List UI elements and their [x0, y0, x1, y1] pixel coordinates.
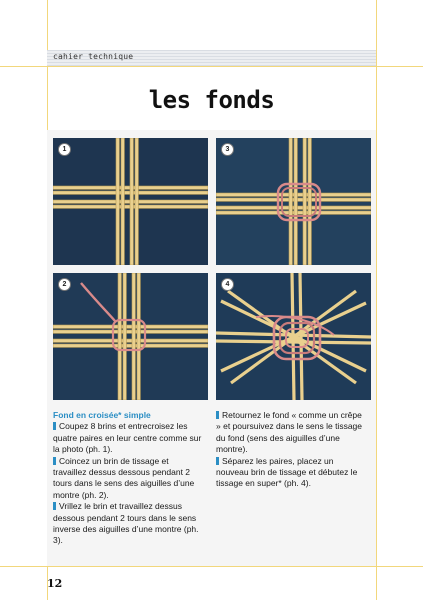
photo-2 — [53, 273, 208, 400]
bullet-marker — [53, 502, 56, 510]
instruction-step: Retournez le fond « comme un crêpe » et poursuivez dans le sens le tissage du fond (sens des aiguilles d’une montre). — [216, 410, 363, 455]
section-label: cahier technique — [53, 52, 134, 61]
bullet-marker — [53, 457, 56, 465]
cane-cross-illustration — [216, 273, 371, 400]
section-subtitle: Fond en croisée* simple — [53, 410, 151, 420]
cane-cross-illustration — [53, 138, 208, 265]
instructions-right-column — [216, 410, 366, 490]
guide-line — [0, 566, 423, 567]
section-header-strip — [47, 50, 376, 66]
instruction-step: Coincez un brin de tissage et travaillez dessus dessous pendant 2 tours dans le sens des aiguilles d’une montre (ph. 2). — [53, 455, 195, 500]
cane-cross-illustration — [53, 273, 208, 400]
page-title: les fonds — [148, 86, 275, 114]
cane-cross-illustration — [216, 138, 371, 265]
step-number-badge: 4 — [221, 278, 234, 291]
instruction-step: Vrillez le brin et travaillez dessus dessous pendant 2 tours dans le sens inverse des aiguilles d’une montre (ph. 3). — [53, 501, 199, 546]
bullet-marker — [216, 411, 219, 419]
photo-1 — [53, 138, 208, 265]
photo-4 — [216, 273, 371, 400]
bullet-marker — [216, 457, 219, 465]
instructions-left-column — [53, 410, 203, 547]
step-number-badge: 1 — [58, 143, 71, 156]
bullet-marker — [53, 422, 56, 430]
guide-line — [0, 66, 423, 67]
step-number-badge: 2 — [58, 278, 71, 291]
step-number-badge: 3 — [221, 143, 234, 156]
instruction-step: Coupez 8 brins et entrecroisez les quatre paires en leur centre comme sur la photo (ph. 1). — [53, 421, 202, 455]
guide-line — [376, 0, 377, 600]
photo-3 — [216, 138, 371, 265]
page-number: 12 — [47, 577, 63, 590]
instruction-step: Séparez les paires, placez un nouveau brin de tissage et débutez le tissage en super* (ph. 4). — [216, 455, 358, 489]
